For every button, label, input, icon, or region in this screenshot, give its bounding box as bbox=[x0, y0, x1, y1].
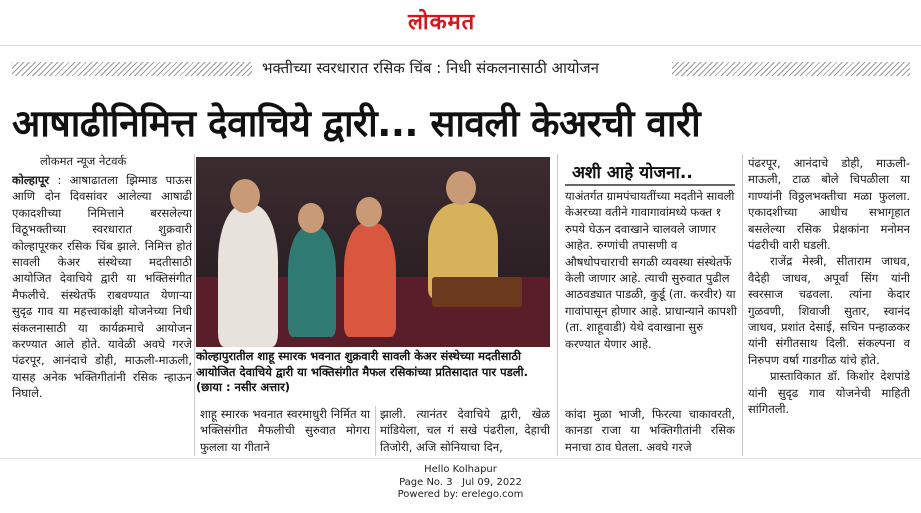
edition-name: Hello Kolhapur bbox=[424, 464, 497, 475]
column-1-text: : आषाढातला झिम्माड पाऊस आणि दोन दिवसांवर आलेल्या आषाढी एकादशीच्या निमित्ताने बरसलेल्या विठूभक्तीच्या स्वरधारात शुक्रवारी कोल्हापूरकर रसिक चिंब झाले. निमित्त होतं सावली केअर संस्थेच्या मदतीसाठी आयोजित देवाचिये द्वारी या भक्तिसंगीत मैफलीचे. संस्थेतर्फे राबवण्यात येणाऱ्या सुदृढ गाव या महत्त्वाकांक्षी योजनेच्या निधी संकलनासाठी या कार्यक्रमाचे आयोजन करण्यात आले होते. यावेळी अवघे गरजे पंढरपूर, आनंदाचे डोही, माऊली-माऊली, यासह अनेक भक्तिगीतांनी रसिक न्हाऊन निघाले. bbox=[12, 173, 192, 401]
article-column-5 bbox=[748, 155, 910, 456]
column-divider bbox=[742, 154, 743, 456]
column-divider bbox=[557, 154, 558, 456]
singer-head bbox=[356, 197, 382, 227]
newspaper-logo[interactable]: लोकमत bbox=[408, 9, 476, 35]
singer-figure bbox=[288, 227, 336, 337]
article-photo bbox=[196, 157, 550, 347]
masthead bbox=[0, 0, 921, 46]
article-column-3: झाली. त्यानंतर देवाचिये द्वारी, खेळ मांडियेला, चल गं सखे पंढरीला, देहाची तिजोरी, अजि सोनियाचा दिन, bbox=[380, 407, 550, 454]
hatch-decoration-left bbox=[12, 62, 252, 76]
scheme-box-title: अशी आहे योजना.. bbox=[572, 163, 693, 183]
publish-date: Jul 09, 2022 bbox=[462, 476, 522, 488]
page-number: Page No. 3 bbox=[399, 476, 453, 488]
singer-figure bbox=[344, 223, 396, 337]
byline: लोकमत न्यूज नेटवर्क bbox=[40, 154, 127, 168]
kicker-strip bbox=[0, 58, 921, 80]
scheme-box-rule bbox=[565, 184, 735, 186]
column-5-paragraph: पंढरपूर, आनंदाचे डोही, माऊली-माऊली, टाळ बोले चिपळीला या गाण्यांनी विठ्ठलभक्तीचा मळा फुलला. एकादशीच्या आधीच सभागृहात बसलेल्या रसिक प्रेक्षकांना मनोमन पंढरीची वारी घडली. bbox=[748, 156, 910, 253]
photo-caption: कोल्हापुरातील शाहू स्मारक भवनात शुक्रवारी सावली केअर संस्थेच्या मदतीसाठी आयोजित देवाचिये द्वारी या भक्तिसंगीत मैफल रसिकांच्या प्रतिसादात पार पडली. (छाया : नसीर अत्तार) bbox=[196, 349, 528, 394]
main-headline: आषाढीनिमित्त देवाचिये द्वारी... सावली केअरची वारी bbox=[12, 102, 701, 145]
singer-head bbox=[230, 179, 260, 213]
column-divider bbox=[375, 406, 376, 456]
page-info bbox=[0, 477, 921, 490]
article-column-4: कांदा मुळा भाजी, फिरत्या चाकावरती, कानडा राजा या भक्तिगीतांनी रसिक मनाचा ठाव घेतला. अवघे गरजे bbox=[565, 407, 735, 454]
harmonium bbox=[432, 277, 522, 307]
footer-divider bbox=[0, 458, 921, 459]
dateline: कोल्हापूर bbox=[12, 173, 50, 187]
column-divider bbox=[194, 154, 195, 456]
kicker-text: भक्तीच्या स्वरधारात रसिक चिंब : निधी संकलनासाठी आयोजन bbox=[262, 59, 599, 77]
page-footer bbox=[0, 464, 921, 502]
singer-head bbox=[298, 203, 324, 233]
hatch-decoration-right bbox=[672, 62, 910, 76]
scheme-box-text: याअंतर्गत ग्रामपंचायतींच्या मदतीने सावली केअरच्या वतीने गावागावांमध्ये फक्त १ रुपये घेऊन दवाखाने चालवले जाणार आहेत. रुग्णांची तपासणी व औषधोपचाराची सगळी व्यवस्था संस्थेतर्फे केली जाणार आहे. त्याची सुरुवात पुढील आठवड्यात पाडळी, कुर्डू (ता. करवीर) या गावांपासून होणार आहे. प्राधान्याने कापशी (ता. शाहूवाडी) येथे दवाखाना सुरु करण्यात येणार आहे. bbox=[565, 189, 737, 351]
column-5-paragraph: प्रास्ताविकात डॉ. किशोर देशपांडे यांनी सुदृढ गाव योजनेची माहिती सांगितली. bbox=[748, 369, 910, 417]
column-5-paragraph: राजेंद्र मेस्त्री, सीताराम जाधव, वैदेही जाधव, अपूर्वा सिंग यांनी स्वरसाज चढवला. त्यांना केदार गुळवणी, शिवाजी सुतार, स्वानंद जाधव, प्रशांत देसाई, सचिन पन्हाळकर यांनी संगीतसाथ दिली. संकल्पना व निरुपण वर्षा गाडगीळ यांचे होते. bbox=[748, 254, 910, 367]
musician-head bbox=[446, 171, 476, 205]
singer-figure bbox=[218, 205, 278, 347]
article-column-2: शाहू स्मारक भवनात स्वरमाधुरी निर्मित या भक्तिसंगीत मैफलीची सुरुवात मोगरा फुलला या गीताने bbox=[200, 407, 370, 454]
article-column-1 bbox=[12, 172, 192, 456]
powered-by[interactable]: Powered by: erelego.com bbox=[397, 489, 524, 500]
